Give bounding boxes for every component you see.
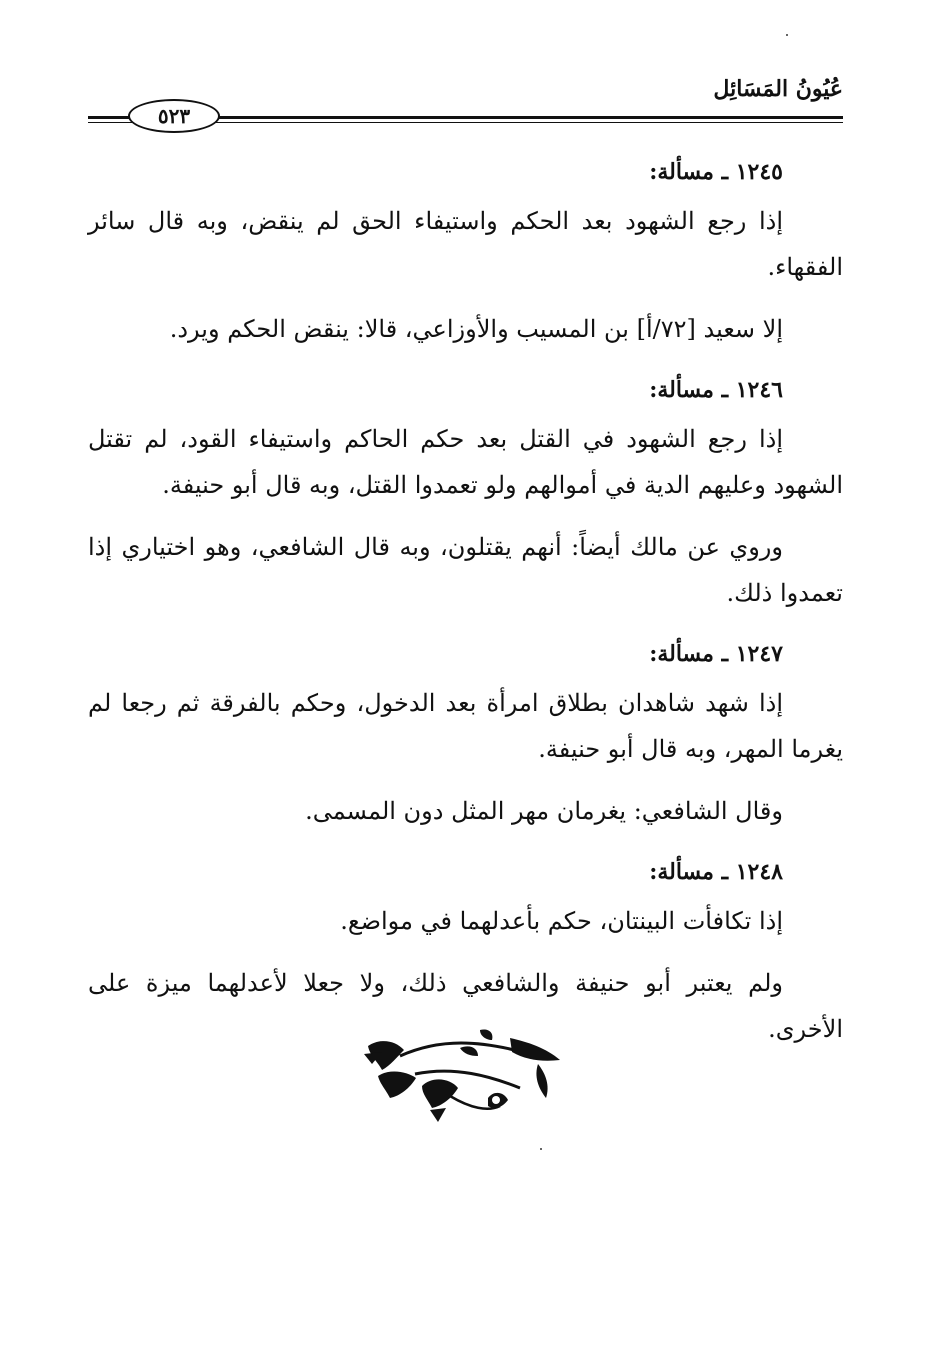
issue-heading-1245: ١٢٤٥ ـ مسألة: xyxy=(649,159,783,185)
paragraph-2: إلا سعيد [٧٢/أ] بن المسيب والأوزاعي، قالا: ينقض الحكم ويرد. xyxy=(169,315,783,343)
page-number: ٥٢٣ xyxy=(128,99,220,133)
paragraph-5: إذا شهد شاهدان بطلاق امرأة بعد الدخول، وحكم بالفرقة ثم رجعا لم يغرما المهر، وبه قال أبو حنيفة. xyxy=(88,689,843,763)
issue-heading-1246: ١٢٤٦ ـ مسألة: xyxy=(649,377,783,403)
paragraph-3: إذا رجع الشهود في القتل بعد حكم الحاكم واستيفاء القود، لم تقتل الشهود وعليهم الدية في أموالهم ولو تعمدوا القتل، وبه قال أبو حنيفة. xyxy=(88,425,843,499)
issue-heading-1248: ١٢٤٨ ـ مسألة: xyxy=(649,859,783,885)
scan-speck xyxy=(540,1148,542,1150)
body-text xyxy=(88,150,843,1068)
paragraph-1: إذا رجع الشهود بعد الحكم واستيفاء الحق لم ينقض، وبه قال سائر الفقهاء. xyxy=(88,207,843,281)
paragraph-6: وقال الشافعي: يغرمان مهر المثل دون المسمى. xyxy=(305,797,783,825)
scan-speck xyxy=(786,34,788,36)
paragraph-8: ولم يعتبر أبو حنيفة والشافعي ذلك، ولا جعلا لأعدلهما ميزة على الأخرى. xyxy=(88,969,843,1043)
paragraph-7: إذا تكافأت البينتان، حكم بأعدلهما في مواضع. xyxy=(340,907,783,935)
issue-heading-1247: ١٢٤٧ ـ مسألة: xyxy=(649,641,783,667)
running-title: عُيُونُ المَسَائِل xyxy=(713,76,843,102)
paragraph-4: وروي عن مالك أيضاً: أنهم يقتلون، وبه قال الشافعي، وهو اختياري إذا تعمدوا ذلك. xyxy=(88,533,843,607)
floral-ornament-icon xyxy=(360,1026,565,1126)
